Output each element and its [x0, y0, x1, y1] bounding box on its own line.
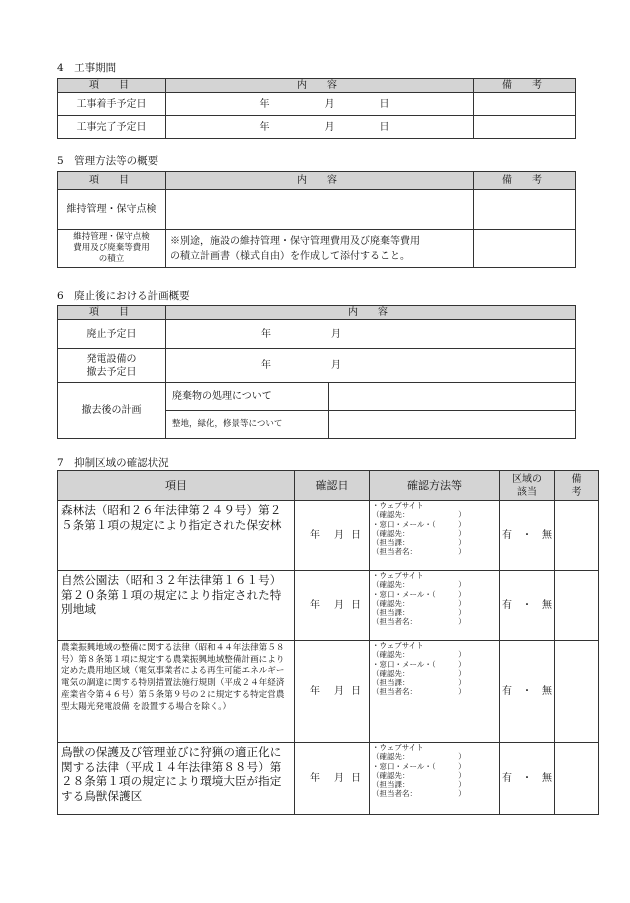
post-abolition-table	[57, 305, 576, 439]
waste-treatment-value	[329, 383, 576, 411]
header-content: 内 容	[166, 172, 474, 190]
section6-title: 6 廃止後における計画概要	[57, 290, 190, 302]
end-date-value: 年 月 日	[166, 116, 474, 139]
header-content: 内 容	[166, 306, 576, 320]
confirm-date: 年 月 日	[295, 641, 370, 743]
header-note: 備 考	[474, 172, 576, 190]
header-area: 区域の 該当	[500, 471, 555, 501]
confirm-method: ・ウェブサイト （確認先： ） ・窓口・メール・（ ） （確認先： ） （担当課： ） （担当者名： ）	[370, 743, 500, 815]
header-item: 項目	[58, 471, 295, 501]
removal-date-value: 年 月	[166, 349, 576, 383]
header-item: 項 目	[58, 172, 166, 190]
law-natural-park: 自然公園法（昭和３２年法律第１６１号）第２０条第１項の規定により指定された特別地域	[58, 571, 295, 641]
construction-period-table	[57, 78, 576, 139]
management-table	[57, 171, 576, 268]
end-date-label: 工事完了予定日	[58, 116, 166, 139]
area-applicability: 有 ・ 無	[500, 571, 555, 641]
abolition-date-label: 廃止予定日	[58, 320, 166, 349]
after-removal-label: 撤去後の計画	[58, 383, 166, 439]
section7-title: 7 抑制区域の確認状況	[57, 457, 169, 469]
law-forest: 森林法（昭和２６年法律第２４９号）第２５条第１項の規定により指定された保安林	[58, 501, 295, 571]
note-cell	[555, 571, 599, 641]
start-date-value: 年 月 日	[166, 93, 474, 116]
note-cell	[555, 743, 599, 815]
restricted-area-table	[57, 470, 599, 815]
confirm-method: ・ウェブサイト （確認先： ） ・窓口・メール・（ ） （確認先： ） （担当課： ） （担当者名： ）	[370, 571, 500, 641]
confirm-method: ・ウェブサイト （確認先： ） ・窓口・メール・（ ） （確認先： ） （担当課： ） （担当者名： ）	[370, 501, 500, 571]
waste-treatment-label: 廃棄物の処理について	[166, 383, 329, 411]
reserve-label: 維持管理・保守点検 費用及び廃棄等費用 の積立	[58, 230, 166, 268]
header-item: 項 目	[58, 306, 166, 320]
maintenance-content	[166, 190, 474, 230]
confirm-date: 年 月 日	[295, 501, 370, 571]
header-note: 備 考	[474, 79, 576, 93]
removal-date-label: 発電設備の 撤去予定日	[58, 349, 166, 383]
end-date-note	[474, 116, 576, 139]
header-note: 備 考	[555, 471, 599, 501]
area-applicability: 有 ・ 無	[500, 501, 555, 571]
start-date-label: 工事着手予定日	[58, 93, 166, 116]
section4-title: 4 工事期間	[57, 62, 117, 74]
header-item: 項 目	[58, 79, 166, 93]
reserve-note	[474, 230, 576, 268]
header-date: 確認日	[295, 471, 370, 501]
note-cell	[555, 641, 599, 743]
abolition-date-value: 年 月	[166, 320, 576, 349]
header-method: 確認方法等	[370, 471, 500, 501]
confirm-method: ・ウェブサイト （確認先： ） ・窓口・メール・（ ） （確認先： ） （担当課： ） （担当者名： ）	[370, 641, 500, 743]
confirm-date: 年 月 日	[295, 571, 370, 641]
maintenance-note	[474, 190, 576, 230]
section5-title: 5 管理方法等の概要	[57, 155, 159, 167]
start-date-note	[474, 93, 576, 116]
land-restoration-label: 整地，緑化，修景等について	[166, 411, 329, 439]
area-applicability: 有 ・ 無	[500, 641, 555, 743]
area-applicability: 有 ・ 無	[500, 743, 555, 815]
confirm-date: 年 月 日	[295, 743, 370, 815]
note-cell	[555, 501, 599, 571]
land-restoration-value	[329, 411, 576, 439]
law-wildlife: 鳥獣の保護及び管理並びに狩猟の適正化に関する法律（平成１４年法律第８８号）第２８条第１項の規定により環境大臣が指定する鳥獣保護区	[58, 743, 295, 815]
maintenance-label: 維持管理・保守点検	[58, 190, 166, 230]
law-agricultural: 農業振興地域の整備に関する法律（昭和４４年法律第５８号）第８条第１項に規定する農業振興地域整備計画により定めた農用地区域（電気事業者による再生可能エネルギー電気の調達に関する特別措置法施行規則（平成２４年経済産業省令第４６号）第５条第９号の２に規定する特定営農型太陽光発電設備 を設置する場合を除く。）	[58, 641, 295, 743]
reserve-content: ※別途，施設の維持管理・保守管理費用及び廃棄等費用 の積立計画書（様式自由）を作成して添付すること。	[166, 230, 474, 268]
header-content: 内 容	[166, 79, 474, 93]
